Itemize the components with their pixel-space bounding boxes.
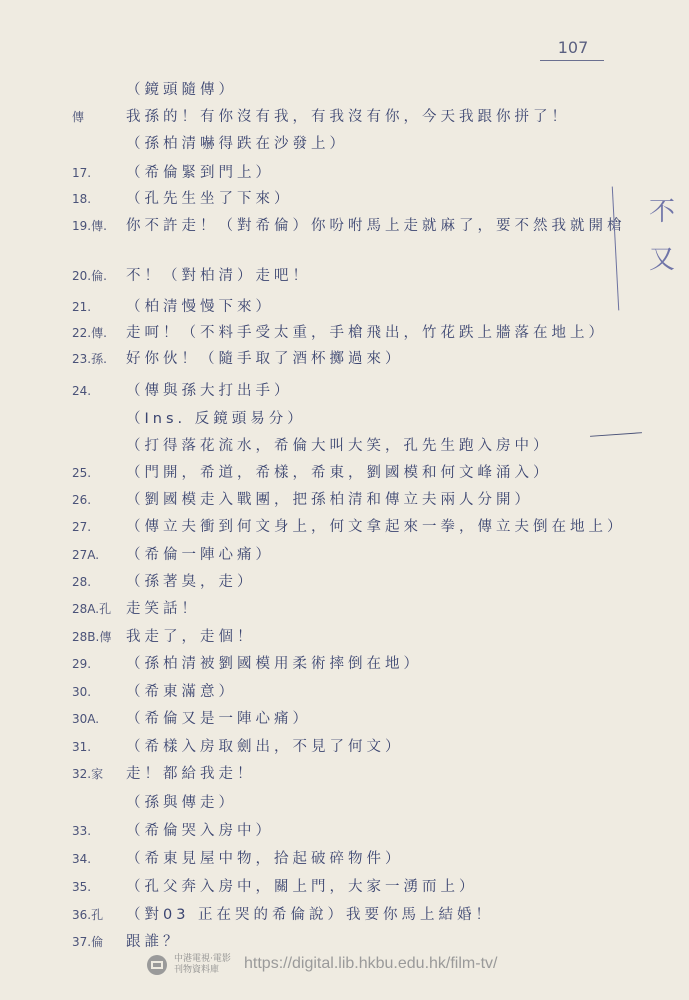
script-line [0,679,689,705]
line-text: （鏡頭隨傳） [126,82,237,98]
line-number: 17. [72,166,92,180]
script-line [0,790,689,816]
script-line [0,542,689,568]
line-text: （打得落花流水，希倫大叫大笑，孔先生跑入房中） [126,438,552,454]
line-text: （希樣入房取劍出，不見了何文） [126,739,404,755]
script-line [0,902,689,928]
line-number: 27A. [72,548,100,562]
line-text: （傳與孫大打出手） [126,383,293,399]
line-number: 32.家 [72,767,104,781]
line-text: （Ins. 反鏡頭易分） [126,411,306,427]
script-line [0,433,689,459]
watermark-org [174,954,231,976]
line-text: （希東滿意） [126,684,237,700]
line-text: 不！（對柏清）走吧！ [126,268,311,284]
script-line [0,734,689,760]
line-number: 18. [72,192,92,206]
line-number: 25. [72,466,92,480]
line-text: 走！都給我走！ [126,766,256,782]
line-number: 22.傳. [72,326,107,340]
line-number: 傳 [72,110,85,124]
script-line [0,186,689,212]
line-text: 好你伙！（隨手取了酒杯擲過來） [126,351,404,367]
script-line [0,263,689,289]
line-text: （孫柏清嚇得跌在沙發上） [126,136,348,152]
page-number: 107 [557,38,589,57]
script-line [0,294,689,320]
script-line [0,346,689,372]
line-text: （希倫一陣心痛） [126,547,274,563]
script-line [0,846,689,872]
line-text: （傳立夫衝到何文身上，何文拿起來一拳，傳立夫倒在地上） [126,519,626,535]
watermark [146,950,566,980]
watermark-org-line2: 刊物資料庫 [174,965,220,975]
script-line [0,706,689,732]
line-number: 30A. [72,712,100,726]
line-number: 36.孔 [72,908,104,922]
script-line [0,320,689,346]
line-number: 23.孫. [72,352,107,366]
line-number: 24. [72,384,92,398]
script-line [0,818,689,844]
line-text: （希倫緊到門上） [126,165,274,181]
line-number: 29. [72,657,92,671]
line-text: 我孫的！有你沒有我，有我沒有你，今天我跟你拼了！ [126,109,570,125]
line-text: （孔先生坐了下來） [126,191,293,207]
script-line [0,378,689,404]
line-number: 30. [72,685,92,699]
line-number: 34. [72,852,92,866]
watermark-url[interactable]: https://digital.lib.hkbu.edu.hk/film-tv/ [244,955,498,972]
script-line [0,651,689,677]
line-text: 走笑話！ [126,601,200,617]
line-text: （希東見屋中物，拾起破碎物件） [126,851,404,867]
page-number-underline [540,60,604,61]
line-text: （孫與傳走） [126,795,237,811]
script-line [0,213,689,239]
watermark-org-line1: 中港電視·電影 [174,954,231,964]
line-number: 21. [72,300,92,314]
script-line [0,406,689,432]
script-line [0,77,689,103]
line-number: 35. [72,880,92,894]
line-number: 19.傳. [72,219,107,233]
script-line [0,104,689,130]
script-line [0,487,689,513]
margin-handwritten-note: 不又 [648,197,675,275]
script-line [0,569,689,595]
line-text: 你不許走！（對希倫）你吩咐馬上走就麻了，要不然我就開槍 [126,218,626,234]
line-text: （門開，希道，希樣，希東，劉國模和何文峰涌入） [126,465,552,481]
line-text: 跟誰？ [126,934,182,950]
line-text: （孫柏清被劉國模用柔術摔倒在地） [126,656,422,672]
script-line [0,596,689,622]
script-line [0,761,689,787]
line-text: 我走了，走個！ [126,629,256,645]
line-text: （孔父奔入房中，關上門，大家一湧而上） [126,879,478,895]
script-line [0,131,689,157]
line-number: 27. [72,520,92,534]
line-text: （對03 正在哭的希倫說）我要你馬上結婚！ [126,907,495,923]
line-number: 33. [72,824,92,838]
script-line [0,160,689,186]
line-number: 28A.孔 [72,602,112,616]
script-line [0,460,689,486]
line-text: 走呵！（不料手受太重，手槍飛出，竹花跌上牆落在地上） [126,325,607,341]
line-number: 37.倫 [72,935,104,949]
line-number: 31. [72,740,92,754]
script-line [0,874,689,900]
script-line [0,624,689,650]
line-text: （希倫哭入房中） [126,823,274,839]
line-number: 20.倫. [72,269,107,283]
line-text: （柏清慢慢下來） [126,299,274,315]
line-number: 26. [72,493,92,507]
line-number: 28B.傳 [72,630,112,644]
line-number: 28. [72,575,92,589]
script-line [0,514,689,540]
line-text: （希倫又是一陣心痛） [126,711,311,727]
line-text: （孫著臭，走） [126,574,256,590]
line-text: （劉國模走入戰團，把孫柏清和傳立夫兩人分開） [126,492,533,508]
archive-logo-icon [146,954,168,976]
